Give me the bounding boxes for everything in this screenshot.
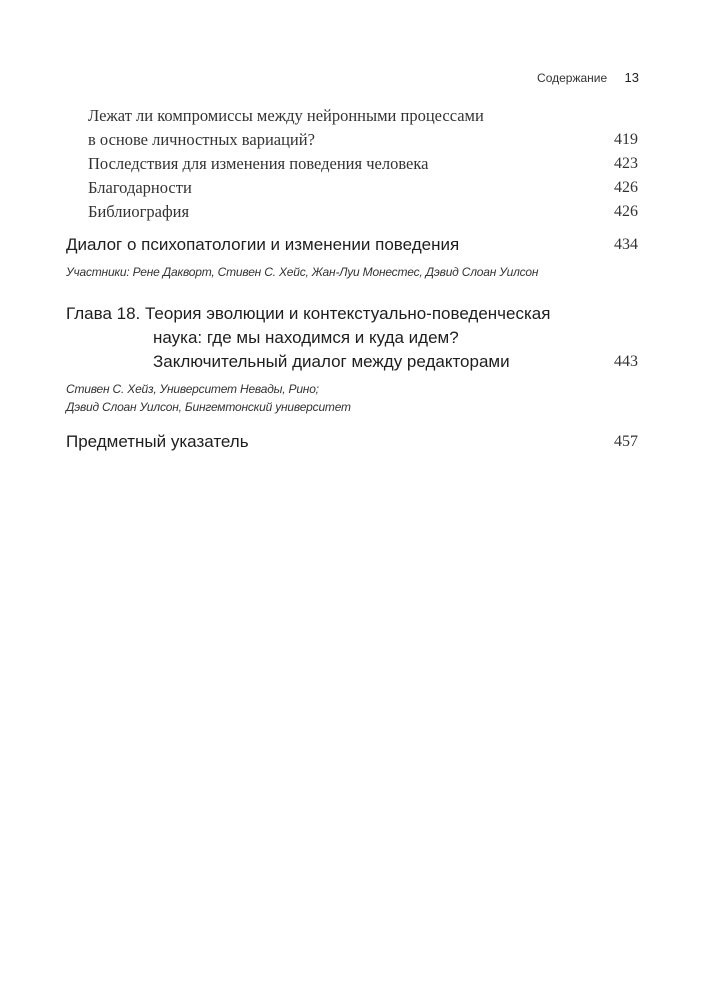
- toc-entry-page: 457: [614, 433, 638, 450]
- toc-entry-page: 423: [614, 155, 638, 172]
- toc-entry-title: Библиография: [88, 202, 190, 221]
- toc-section-title: Диалог о психопатологии и изменении поведения: [66, 235, 460, 254]
- toc-entry-index[interactable]: [66, 430, 638, 453]
- toc-author-1: Стивен С. Хейз, Университет Невады, Рино;: [66, 382, 319, 396]
- toc-author-2: Дэвид Слоан Уилсон, Бингемтонский университет: [66, 400, 351, 414]
- chapter-title-line1: Глава 18. Теория эволюции и контекстуально-поведенческая: [66, 304, 551, 323]
- running-head-page-number: 13: [624, 70, 639, 85]
- toc-entry-consequences[interactable]: [66, 152, 638, 176]
- toc-entry-page: 426: [614, 203, 638, 220]
- toc-entry-title: Благодарности: [88, 178, 192, 197]
- chapter-title-line3: Заключительный диалог между редакторами: [153, 352, 510, 371]
- chapter-title-line2: наука: где мы находимся и куда идем?: [153, 328, 459, 347]
- toc-entry-bibliography[interactable]: [66, 200, 638, 224]
- toc-entry-tradeoffs[interactable]: [66, 104, 638, 152]
- toc-entry-page: 443: [614, 353, 638, 370]
- toc-entry-title: Последствия для изменения поведения человека: [88, 154, 429, 173]
- table-of-contents: [66, 104, 638, 453]
- toc-section-title: Предметный указатель: [66, 432, 249, 451]
- toc-entry-acknowledgements[interactable]: [66, 176, 638, 200]
- toc-entry-chapter-18[interactable]: [66, 302, 638, 374]
- toc-entry-page: 426: [614, 179, 638, 196]
- toc-entry-title-line2: в основе личностных вариаций?: [88, 130, 315, 149]
- toc-entry-dialog[interactable]: [66, 233, 638, 256]
- toc-entry-title-line1: Лежат ли компромиссы между нейронными процессами: [88, 106, 484, 125]
- running-head: [537, 70, 639, 85]
- running-head-section: Содержание: [537, 71, 608, 85]
- toc-participants: Участники: Рене Дакворт, Стивен С. Хейс, Жан-Луи Монестес, Дэвид Слоан Уилсон: [66, 265, 539, 279]
- toc-entry-page: 419: [614, 131, 638, 148]
- toc-entry-page: 434: [614, 236, 638, 253]
